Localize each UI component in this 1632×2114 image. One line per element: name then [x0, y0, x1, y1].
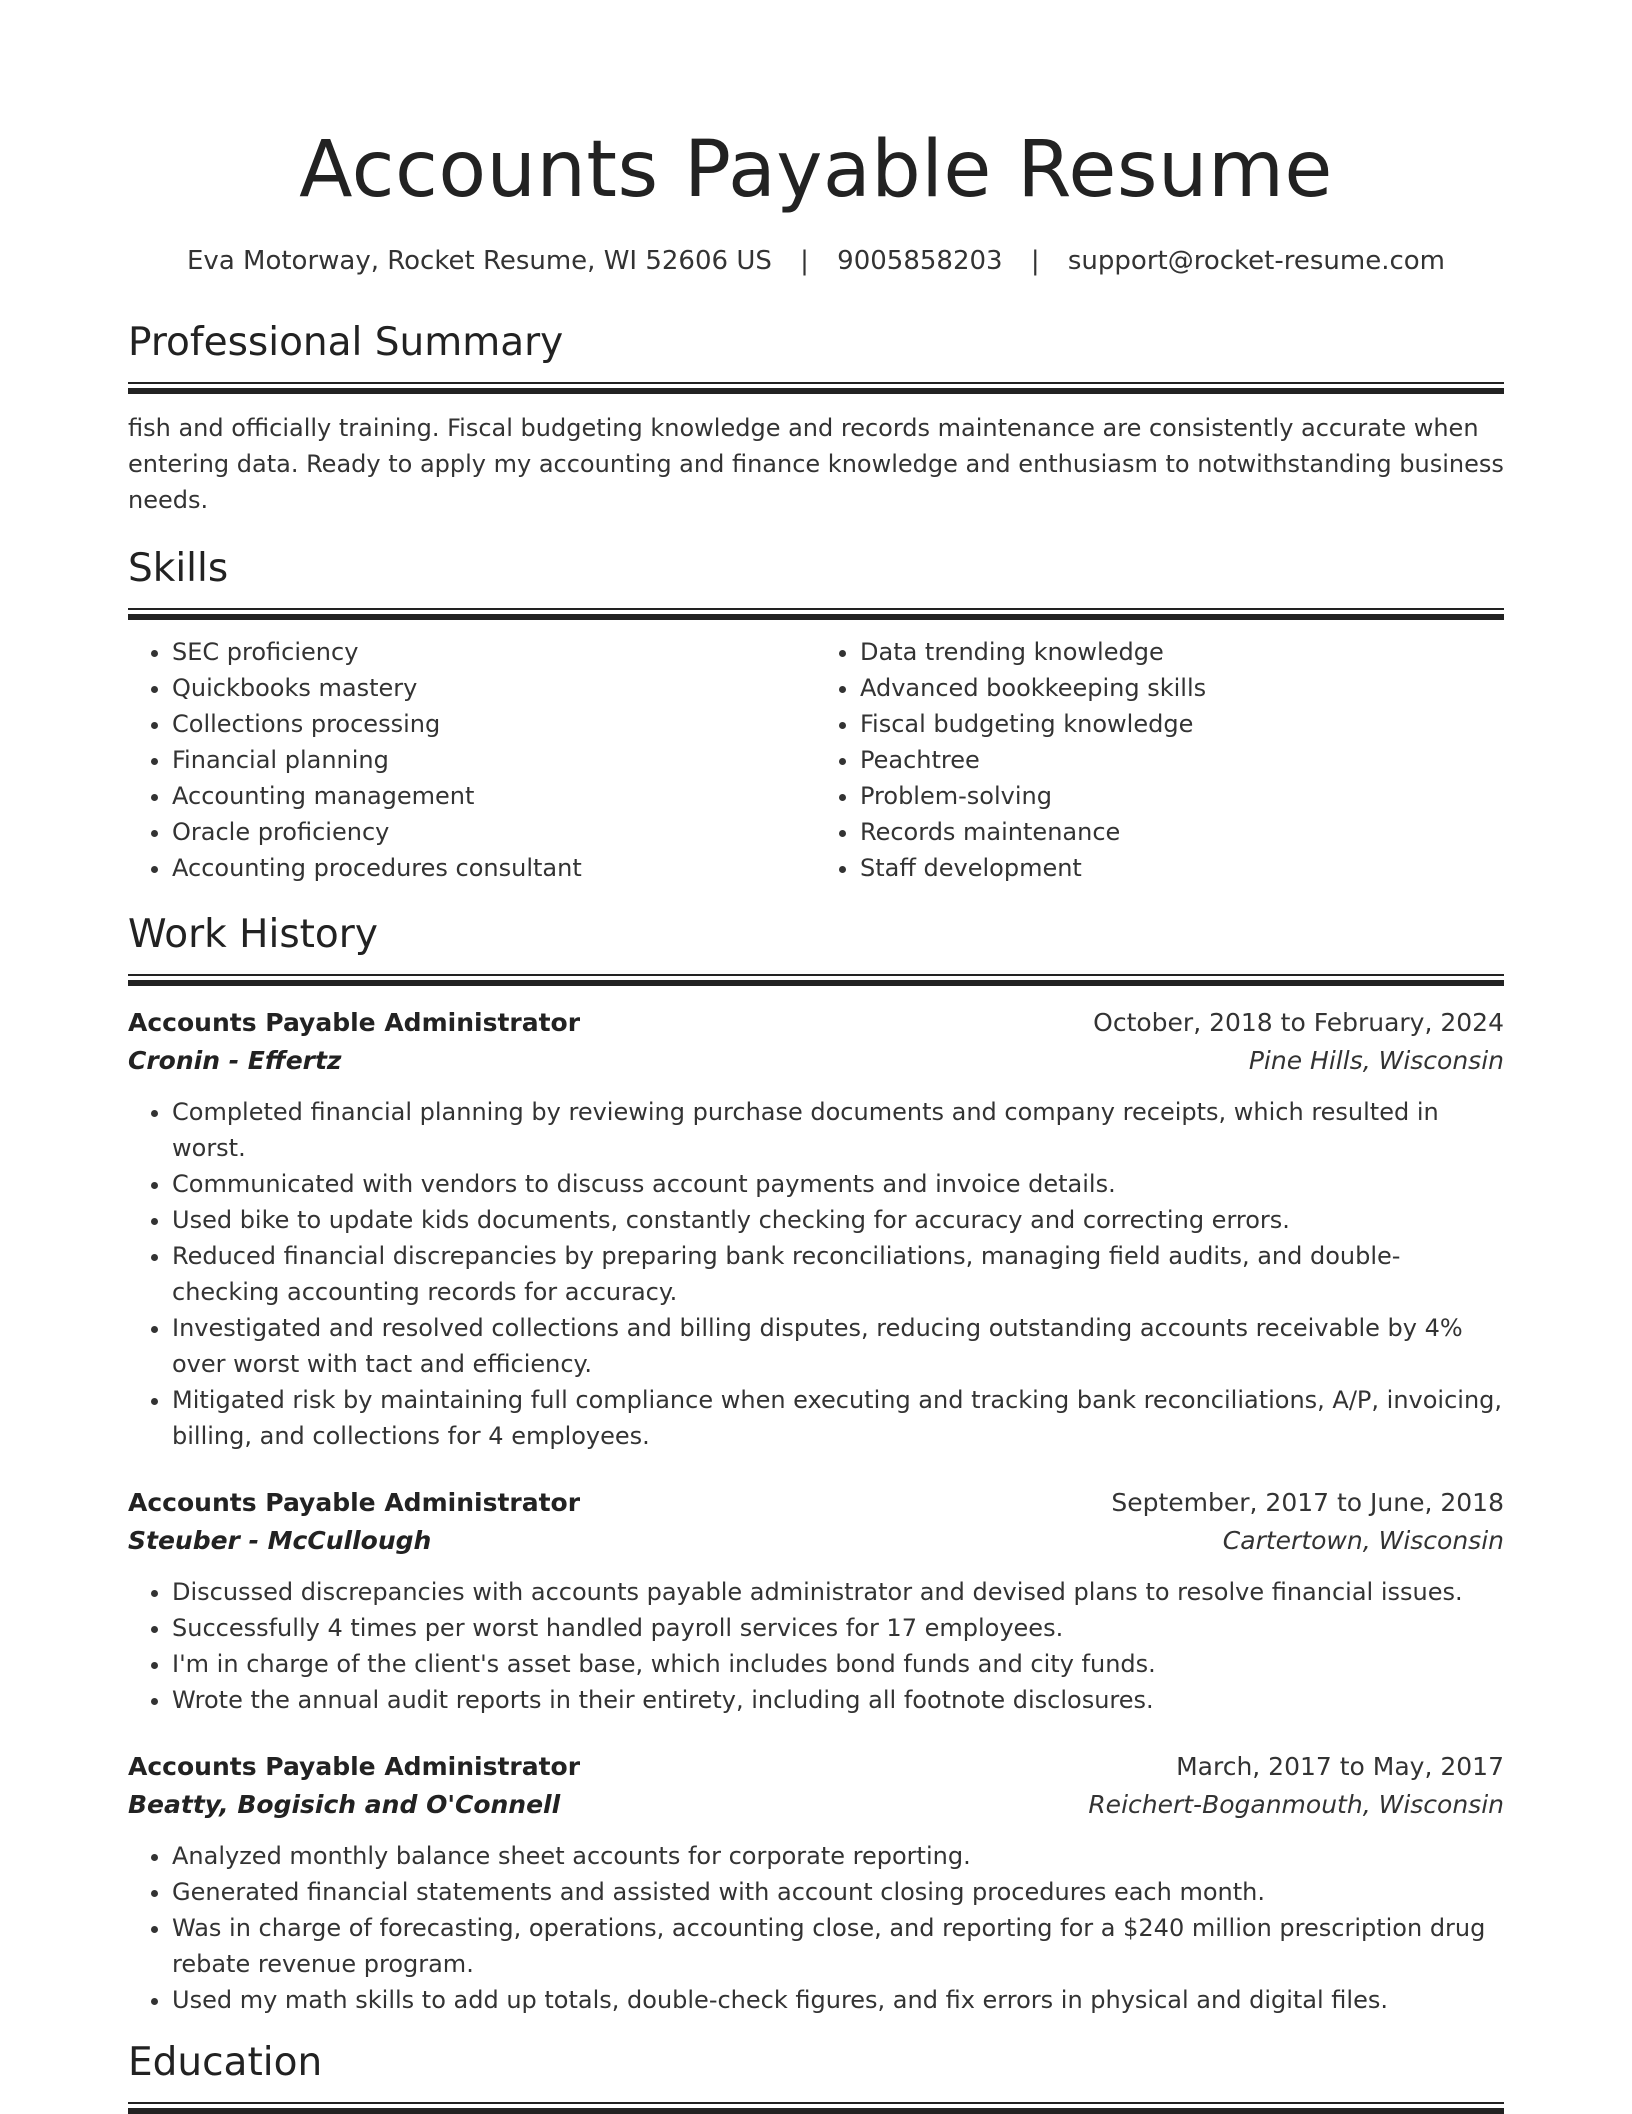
job-header [128, 1484, 1504, 1522]
job-bullets [128, 1574, 1504, 1718]
job-subheader [128, 1522, 1504, 1560]
job-header [128, 1748, 1504, 1786]
skill-item: • Accounting procedures consultant [172, 850, 816, 886]
skill-item: • Financial planning [172, 742, 816, 778]
job-header [128, 1004, 1504, 1042]
section-divider [128, 974, 1504, 986]
skill-item: • Records maintenance [860, 814, 1504, 850]
job-entry [128, 1748, 1504, 2018]
skill-item: • Collections processing [172, 706, 816, 742]
job-entry [128, 1484, 1504, 1718]
contact-email: support@rocket-resume.com [1067, 246, 1445, 276]
contact-address: Eva Motorway, Rocket Resume, WI 52606 US [187, 246, 772, 276]
section-divider [128, 382, 1504, 394]
section-heading-education: Education [128, 2040, 323, 2085]
job-bullet: • Was in charge of forecasting, operations, accounting close, and reporting for a $240 million prescription drug rebate revenue program. [172, 1910, 1504, 1982]
contact-line [128, 244, 1504, 278]
job-title: Accounts Payable Administrator [128, 1752, 581, 1781]
skill-item: • Oracle proficiency [172, 814, 816, 850]
job-bullet: • Completed financial planning by reviewing purchase documents and company receipts, which resulted in worst. [172, 1094, 1504, 1166]
skill-item: • Advanced bookkeeping skills [860, 670, 1504, 706]
job-bullet: • Mitigated risk by maintaining full compliance when executing and tracking bank reconciliations, A/P, invoicing, billing, and collections for 4 employees. [172, 1382, 1504, 1454]
skills-list-right [816, 634, 1504, 886]
job-bullet: • Investigated and resolved collections and billing disputes, reducing outstanding accounts receivable by 4% over worst with tact and efficiency. [172, 1310, 1504, 1382]
skill-item: • Staff development [860, 850, 1504, 886]
job-title: Accounts Payable Administrator [128, 1008, 581, 1037]
job-subheader [128, 1042, 1504, 1080]
job-location: Cartertown, Wisconsin [1222, 1526, 1504, 1555]
job-dates: October, 2018 to February, 2024 [1093, 1008, 1504, 1037]
job-dates: September, 2017 to June, 2018 [1111, 1488, 1504, 1517]
skills-list-left [128, 634, 816, 886]
contact-separator: | [800, 246, 809, 276]
job-title: Accounts Payable Administrator [128, 1488, 581, 1517]
skill-item: • Accounting management [172, 778, 816, 814]
job-bullet: • Discussed discrepancies with accounts payable administrator and devised plans to resolve financial issues. [172, 1574, 1504, 1610]
job-location: Pine Hills, Wisconsin [1248, 1046, 1504, 1075]
job-bullets [128, 1094, 1504, 1454]
education-section [128, 2038, 1504, 2114]
job-company: Steuber - McCullough [128, 1526, 432, 1555]
job-bullet: • Communicated with vendors to discuss account payments and invoice details. [172, 1166, 1504, 1202]
job-company: Beatty, Bogisich and O'Connell [128, 1790, 561, 1819]
section-heading-work-history: Work History [128, 912, 378, 957]
job-bullet: • Analyzed monthly balance sheet accounts for corporate reporting. [172, 1838, 1504, 1874]
skills-grid [128, 634, 1504, 886]
job-bullet: • Reduced financial discrepancies by preparing bank reconciliations, managing field audits, and double-checking accounting records for accuracy. [172, 1238, 1504, 1310]
summary-section [128, 318, 1504, 518]
page-title: Accounts Payable Resume [299, 125, 1333, 215]
skills-section [128, 544, 1504, 886]
job-bullet: • I'm in charge of the client's asset base, which includes bond funds and city funds. [172, 1646, 1504, 1682]
work-history-section [128, 910, 1504, 2018]
job-entry [128, 1004, 1504, 1454]
contact-phone: 9005858203 [837, 246, 1003, 276]
job-bullet: • Used my math skills to add up totals, double-check figures, and fix errors in physical and digital files. [172, 1982, 1504, 2018]
skill-item: • Quickbooks mastery [172, 670, 816, 706]
job-bullet: • Generated financial statements and assisted with account closing procedures each month. [172, 1874, 1504, 1910]
job-dates: March, 2017 to May, 2017 [1176, 1752, 1504, 1781]
section-divider [128, 608, 1504, 620]
skill-item: • SEC proficiency [172, 634, 816, 670]
job-company: Cronin - Effertz [128, 1046, 342, 1075]
job-bullets [128, 1838, 1504, 2018]
job-bullet: • Successfully 4 times per worst handled payroll services for 17 employees. [172, 1610, 1504, 1646]
job-location: Reichert-Boganmouth, Wisconsin [1088, 1790, 1504, 1819]
section-divider [128, 2102, 1504, 2114]
job-bullet: • Used bike to update kids documents, constantly checking for accuracy and correcting errors. [172, 1202, 1504, 1238]
section-heading-skills: Skills [128, 546, 229, 591]
skill-item: • Data trending knowledge [860, 634, 1504, 670]
job-bullet: • Wrote the annual audit reports in their entirety, including all footnote disclosures. [172, 1682, 1504, 1718]
skill-item: • Fiscal budgeting knowledge [860, 706, 1504, 742]
summary-text: fish and officially training. Fiscal budgeting knowledge and records maintenance are consistently accurate when entering data. Ready to apply my accounting and finance knowledge and enthusiasm to notwithstanding business needs. [128, 414, 1504, 514]
skill-item: • Peachtree [860, 742, 1504, 778]
skill-item: • Problem-solving [860, 778, 1504, 814]
contact-separator: | [1030, 246, 1040, 276]
job-subheader [128, 1786, 1504, 1824]
section-heading-summary: Professional Summary [128, 320, 564, 365]
